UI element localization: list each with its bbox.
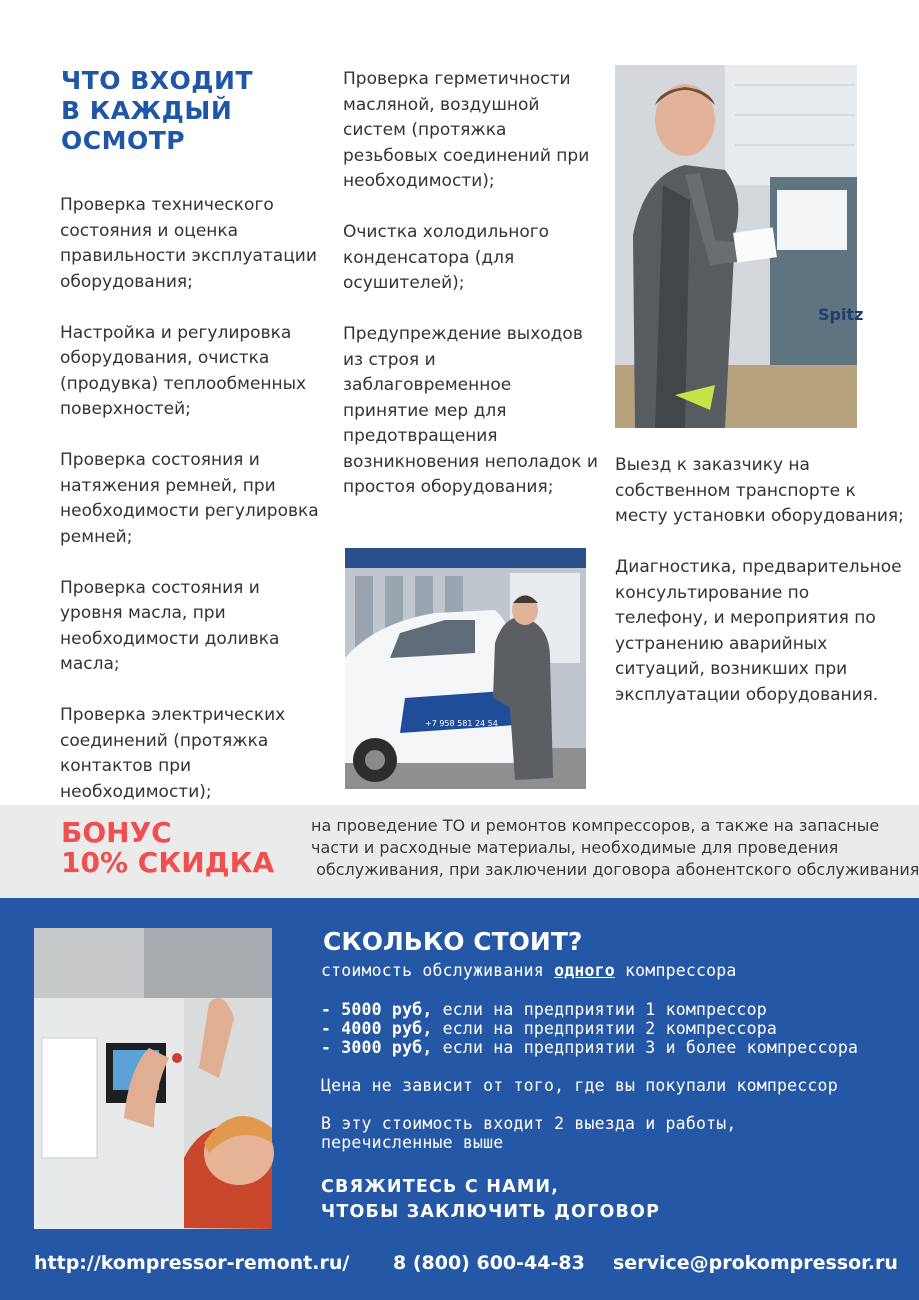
footer-phone[interactable]: 8 (800) 600-44-83 bbox=[393, 1252, 585, 1274]
footer-website-link[interactable]: http://kompressor-remont.ru/ bbox=[34, 1252, 350, 1274]
bonus-line: на проведение ТО и ремонтов компрессоров, а также на запасные bbox=[311, 816, 880, 835]
pricing-subtitle: стоимость обслуживания одного компрессора bbox=[321, 961, 737, 980]
checklist-item: Очистка холодильного конденсатора (для осушителей); bbox=[343, 222, 550, 293]
pricing-note: Цена не зависит от того, где вы покупали компрессор bbox=[321, 1076, 838, 1095]
bonus-title: БОНУС 10% СКИДКА bbox=[61, 816, 275, 879]
service-car-photo bbox=[345, 548, 586, 789]
price-list bbox=[321, 1000, 901, 1057]
checklist-column-3 bbox=[615, 453, 905, 734]
pricing-note: В эту стоимость входит 2 выезда и работы, перечисленные выше bbox=[321, 1114, 737, 1152]
page-title: ЧТО ВХОДИТ В КАЖДЫЙ ОСМОТР bbox=[61, 66, 254, 155]
checklist-item: Проверка электрических соединений (протяжка контактов при необходимости); bbox=[60, 705, 286, 802]
checklist-item: Проверка состояния и натяжения ремней, при необходимости регулировка ремней; bbox=[60, 450, 319, 547]
compressor-brand-label: Spitz bbox=[818, 305, 864, 324]
price-item: - 4000 руб, если на предприятии 2 компрессора bbox=[321, 1019, 778, 1038]
checklist-item: Выезд к заказчику на собственном транспорте к месту установки оборудования; bbox=[615, 455, 904, 526]
checklist-item: Проверка герметичности масляной, воздушной систем (протяжка резьбовых соединений при необходимости); bbox=[343, 69, 590, 191]
pricing-details bbox=[321, 961, 901, 1152]
price-item: - 3000 руб, если на предприятии 3 и более компрессора bbox=[321, 1038, 859, 1057]
checklist-item: Проверка состояния и уровня масла, при необходимости доливка масла; bbox=[60, 577, 280, 674]
contact-call-to-action: СВЯЖИТЕСЬ С НАМИ, ЧТОБЫ ЗАКЛЮЧИТЬ ДОГОВОР bbox=[321, 1177, 661, 1222]
footer-email-link[interactable]: service@prokompressor.ru bbox=[613, 1252, 898, 1274]
car-phone-label: +7 958 581 24 54 bbox=[425, 719, 498, 728]
checklist-item: Настройка и регулировка оборудования, очистка (продувка) теплообменных поверхностей; bbox=[60, 322, 307, 419]
bonus-line: части и расходные материалы, необходимые для проведения bbox=[311, 838, 839, 857]
pricing-subtitle-emphasis: одного bbox=[554, 961, 615, 980]
control-panel-photo bbox=[34, 928, 272, 1229]
checklist-item: Проверка технического состояния и оценка правильности эксплуатации оборудования; bbox=[60, 195, 317, 292]
checklist-item: Предупреждение выходов из строя и заблаговременное принятие мер для предотвращения возникновения неполадок и простоя оборудования; bbox=[343, 324, 598, 497]
bonus-line: обслуживания, при заключении договора абонентского обслуживания bbox=[311, 860, 919, 879]
pricing-title: СКОЛЬКО СТОИТ? bbox=[323, 927, 583, 956]
price-item: - 5000 руб, если на предприятии 1 компрессор bbox=[321, 1000, 767, 1019]
bonus-description bbox=[311, 815, 919, 881]
checklist-column-1 bbox=[60, 193, 325, 831]
checklist-column-2 bbox=[343, 67, 598, 526]
technician-photo bbox=[615, 65, 864, 428]
checklist-item: Диагностика, предварительное консультирование по телефону, и мероприятия по устранению аварийных ситуаций, возникших при эксплуатации оборудования. bbox=[615, 557, 902, 705]
